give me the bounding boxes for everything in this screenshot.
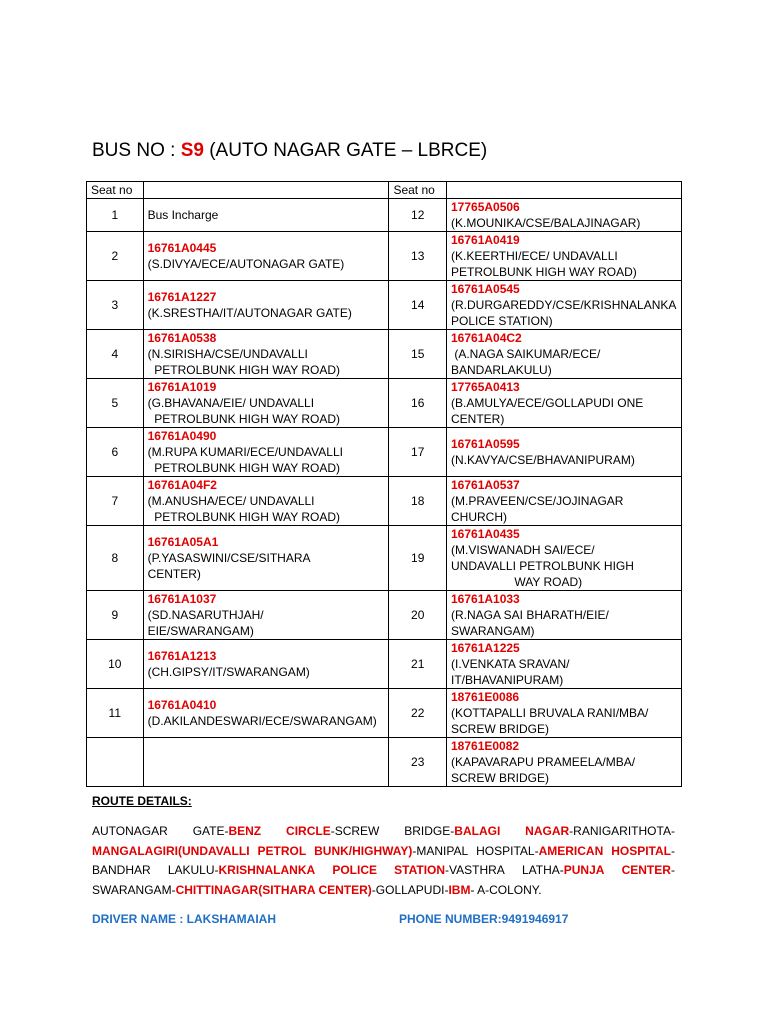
seat-number-l: 1	[87, 199, 144, 232]
table-row	[87, 526, 682, 591]
route-stop-joined: CHITTINAGAR(SITHARA CENTER)	[175, 882, 372, 897]
student-details: (M.ANUSHA/ECE/ UNDAVALLI PETROLBUNK HIGH WAY ROAD)	[147, 494, 341, 524]
route-details-text	[92, 822, 675, 900]
student-cell-r	[447, 640, 682, 689]
student-cell-l	[143, 477, 389, 526]
col-header-blank-right	[447, 182, 682, 199]
student-details: (A.NAGA SAIKUMAR/ECE/ BANDARLAKULU)	[451, 347, 601, 377]
student-details: (R.NAGA SAI BHARATH/EIE/ SWARANGAM)	[451, 608, 609, 638]
student-details: (N.KAVYA/CSE/BHAVANIPURAM)	[451, 453, 635, 467]
route-segment	[92, 842, 250, 862]
route-segment	[476, 842, 603, 862]
roll-number: 16761A0595	[451, 437, 520, 451]
table-header-row	[87, 182, 682, 199]
route-name: (AUTO NAGAR GATE – LBRCE)	[203, 140, 488, 161]
student-details: (M.RUPA KUMARI/ECE/UNDAVALLI PETROLBUNK HIGH WAY ROAD)	[147, 445, 343, 475]
student-details: (G.BHAVANA/EIE/ UNDAVALLI PETROLBUNK HIGH WAY ROAD)	[147, 396, 341, 426]
route-line	[92, 842, 675, 862]
roll-number: 16761A1225	[451, 641, 520, 655]
student-cell-l	[143, 689, 389, 738]
student-details: (N.SIRISHA/CSE/UNDAVALLI PETROLBUNK HIGH WAY ROAD)	[147, 347, 341, 377]
seat-number-r: 23	[389, 738, 447, 787]
route-segment	[525, 822, 675, 842]
seat-number-l: 8	[87, 526, 144, 591]
seat-number-r: 18	[389, 477, 447, 526]
route-stop: CENTER	[621, 863, 671, 877]
student-details: (I.VENKATA SRAVAN/ IT/BHAVANIPURAM)	[451, 657, 570, 687]
roll-number: 16761A1019	[147, 380, 217, 394]
student-cell-l	[143, 330, 389, 379]
seat-number-r: 21	[389, 640, 447, 689]
route-stop: PETROL	[257, 843, 307, 858]
route-segment	[611, 842, 675, 862]
seat-table	[86, 181, 682, 787]
seat-number-r: 15	[389, 330, 447, 379]
route-segment	[92, 861, 151, 881]
seat-number-l: 4	[87, 330, 144, 379]
student-cell-r	[447, 379, 682, 428]
route-stop: NAGAR	[525, 824, 570, 838]
route-segment	[168, 861, 315, 881]
student-cell-l	[143, 526, 389, 591]
student-cell-r	[447, 428, 682, 477]
student-cell-l	[143, 281, 389, 330]
col-header-blank-left	[143, 182, 389, 199]
roll-number: 16761A0538	[147, 331, 217, 345]
table-row	[87, 689, 682, 738]
seat-number-r: 14	[389, 281, 447, 330]
student-cell-r	[447, 330, 682, 379]
route-stop: MANGALAGIRI(UNDAVALLI	[92, 843, 250, 858]
seat-number-l: 2	[87, 232, 144, 281]
route-line	[92, 822, 675, 842]
route-stop: SWARANGAM-	[92, 882, 176, 897]
table-row	[87, 591, 682, 640]
route-line	[92, 861, 675, 881]
seat-number-l: 6	[87, 428, 144, 477]
route-segment	[332, 861, 377, 881]
student-cell-l	[143, 640, 389, 689]
route-segment	[404, 822, 500, 842]
route-stop: STATION	[394, 863, 446, 877]
seat-number-r: 20	[389, 591, 447, 640]
route-stop-joined: -	[670, 843, 675, 858]
student-details: (KOTTAPALLI BRUVALA RANI/MBA/ SCREW BRIDGE)	[451, 706, 649, 736]
seat-number-l: 9	[87, 591, 144, 640]
table-row	[87, 738, 682, 787]
student-details: (P.YASASWINI/CSE/SITHARA CENTER)	[147, 551, 311, 581]
roll-number: 16761A0545	[451, 282, 520, 296]
route-stop-joined: -SCREW	[330, 824, 380, 838]
route-segment	[470, 881, 541, 901]
route-stop-joined: -VASTHRA	[445, 863, 505, 877]
route-line	[92, 881, 675, 901]
student-cell-l	[143, 591, 389, 640]
student-details: (K.SRESTHA/IT/AUTONAGAR GATE)	[147, 306, 352, 320]
route-segment	[92, 881, 372, 901]
route-segment	[92, 822, 168, 842]
student-details: Bus Incharge	[147, 208, 219, 222]
roll-number: 16761A0419	[451, 233, 520, 247]
roll-number: 17765A0506	[451, 200, 520, 214]
route-segment	[622, 861, 675, 881]
seat-table-body	[87, 182, 682, 787]
col-header-seat-right: Seat no	[389, 182, 447, 199]
roll-number: 18761E0086	[451, 690, 520, 704]
route-stop: - A-COLONY.	[470, 882, 542, 897]
student-details: (K.KEERTHI/ECE/ UNDAVALLI PETROLBUNK HIGH WAY ROAD)	[451, 249, 637, 279]
student-cell-r	[447, 689, 682, 738]
roll-number: 16761A04F2	[147, 478, 217, 492]
roll-number: 16761A04C2	[451, 331, 522, 345]
student-cell-r	[447, 526, 682, 591]
route-stop-joined: -MANIPAL	[412, 843, 469, 858]
route-stop: CIRCLE	[286, 824, 331, 838]
route-segment	[193, 822, 261, 842]
table-row	[87, 477, 682, 526]
route-stop: BUNK/HIGHWAY)	[314, 843, 413, 858]
roll-number: 16761A0445	[147, 241, 217, 255]
seat-number-r: 13	[389, 232, 447, 281]
table-row	[87, 330, 682, 379]
table-row	[87, 379, 682, 428]
table-row	[87, 640, 682, 689]
student-details: (KAPAVARAPU PRAMEELA/MBA/ SCREW BRIDGE)	[451, 755, 636, 785]
route-segment	[314, 842, 468, 862]
title-prefix: BUS NO :	[92, 140, 181, 161]
student-details: (CH.GIPSY/IT/SWARANGAM)	[147, 665, 310, 679]
roll-number: 18761E0082	[451, 739, 520, 753]
route-stop: GATE-	[192, 824, 229, 838]
route-stop-joined: -	[670, 863, 675, 877]
route-stop-joined: IBM	[448, 882, 471, 897]
student-cell-r	[447, 199, 682, 232]
student-details: (SD.NASARUTHJAH/ EIE/SWARANGAM)	[147, 608, 264, 638]
student-cell-l	[143, 428, 389, 477]
route-stop: LATHA-	[521, 863, 564, 877]
student-details: (R.DURGAREDDY/CSE/KRISHNALANKA POLICE STATION)	[451, 298, 677, 328]
roll-number: 17765A0413	[451, 380, 520, 394]
roll-number: 16761A0537	[451, 478, 520, 492]
route-stop: -GOLLAPUDI-	[371, 882, 449, 897]
student-cell-l	[143, 199, 389, 232]
route-stop-joined: BENZ	[228, 824, 262, 838]
student-cell-l	[143, 232, 389, 281]
route-stop: LAKULU-	[167, 863, 219, 877]
student-cell-l	[143, 738, 389, 787]
route-stop-joined: KRISHNALANKA	[218, 863, 316, 877]
table-row	[87, 199, 682, 232]
seat-number-r: 22	[389, 689, 447, 738]
route-stop-joined: PUNJA	[563, 863, 605, 877]
roll-number: 16761A0410	[147, 698, 217, 712]
roll-number: 16761A0490	[147, 429, 217, 443]
seat-number-r: 17	[389, 428, 447, 477]
route-stop: AUTONAGAR	[92, 824, 168, 838]
student-cell-r	[447, 477, 682, 526]
student-details: (B.AMULYA/ECE/GOLLAPUDI ONE CENTER)	[451, 396, 644, 426]
phone-number: PHONE NUMBER:9491946917	[399, 912, 569, 926]
route-stop-joined: BALAGI	[454, 824, 501, 838]
roll-number: 16761A05A1	[147, 535, 219, 549]
route-stop-joined: -RANIGARITHOTA-	[569, 824, 675, 838]
student-details: (K.MOUNIKA/CSE/BALAJINAGAR)	[451, 216, 641, 230]
student-cell-r	[447, 281, 682, 330]
student-details: (S.DIVYA/ECE/AUTONAGAR GATE)	[147, 257, 345, 271]
student-cell-l	[143, 379, 389, 428]
student-details: (M.PRAVEEN/CSE/JOJINAGAR CHURCH)	[451, 494, 624, 524]
student-cell-r	[447, 591, 682, 640]
student-details: (M.VISWANADH SAI/ECE/ UNDAVALLI PETROLBUNK HIGH WAY ROAD)	[451, 543, 634, 589]
seat-number-r: 12	[389, 199, 447, 232]
route-segment	[286, 822, 379, 842]
table-row	[87, 428, 682, 477]
roll-number: 16761A1037	[147, 592, 217, 606]
route-segment	[394, 861, 505, 881]
seat-number-l: 5	[87, 379, 144, 428]
seat-number-r: 19	[389, 526, 447, 591]
route-stop: BANDHAR	[92, 863, 151, 877]
seat-number-l: 10	[87, 640, 144, 689]
bus-code: S9	[180, 140, 204, 161]
route-stop: BRIDGE-	[404, 824, 455, 838]
student-cell-r	[447, 232, 682, 281]
route-segment	[372, 881, 471, 901]
roll-number: 16761A1033	[451, 592, 520, 606]
col-header-seat-left: Seat no	[87, 182, 144, 199]
route-details-heading: ROUTE DETAILS:	[92, 794, 192, 808]
route-stop: POLICE	[332, 863, 377, 877]
roll-number: 16761A1227	[147, 290, 217, 304]
seat-number-l: 3	[87, 281, 144, 330]
route-segment	[258, 842, 307, 862]
route-stop-joined: AMERICAN	[538, 843, 604, 858]
seat-number-l: 11	[87, 689, 144, 738]
seat-number-l	[87, 738, 144, 787]
route-segment	[522, 861, 604, 881]
roll-number: 16761A1213	[147, 649, 217, 663]
seat-number-r: 16	[389, 379, 447, 428]
table-row	[87, 281, 682, 330]
table-row	[87, 232, 682, 281]
page-title	[92, 140, 487, 162]
driver-name: DRIVER NAME : LAKSHAMAIAH	[92, 912, 276, 926]
roll-number: 16761A0435	[451, 527, 520, 541]
student-details: (D.AKILANDESWARI/ECE/SWARANGAM)	[147, 714, 377, 728]
student-cell-r	[447, 738, 682, 787]
seat-number-l: 7	[87, 477, 144, 526]
route-stop: HOSPITAL	[611, 843, 671, 858]
route-stop: HOSPITAL-	[476, 843, 539, 858]
